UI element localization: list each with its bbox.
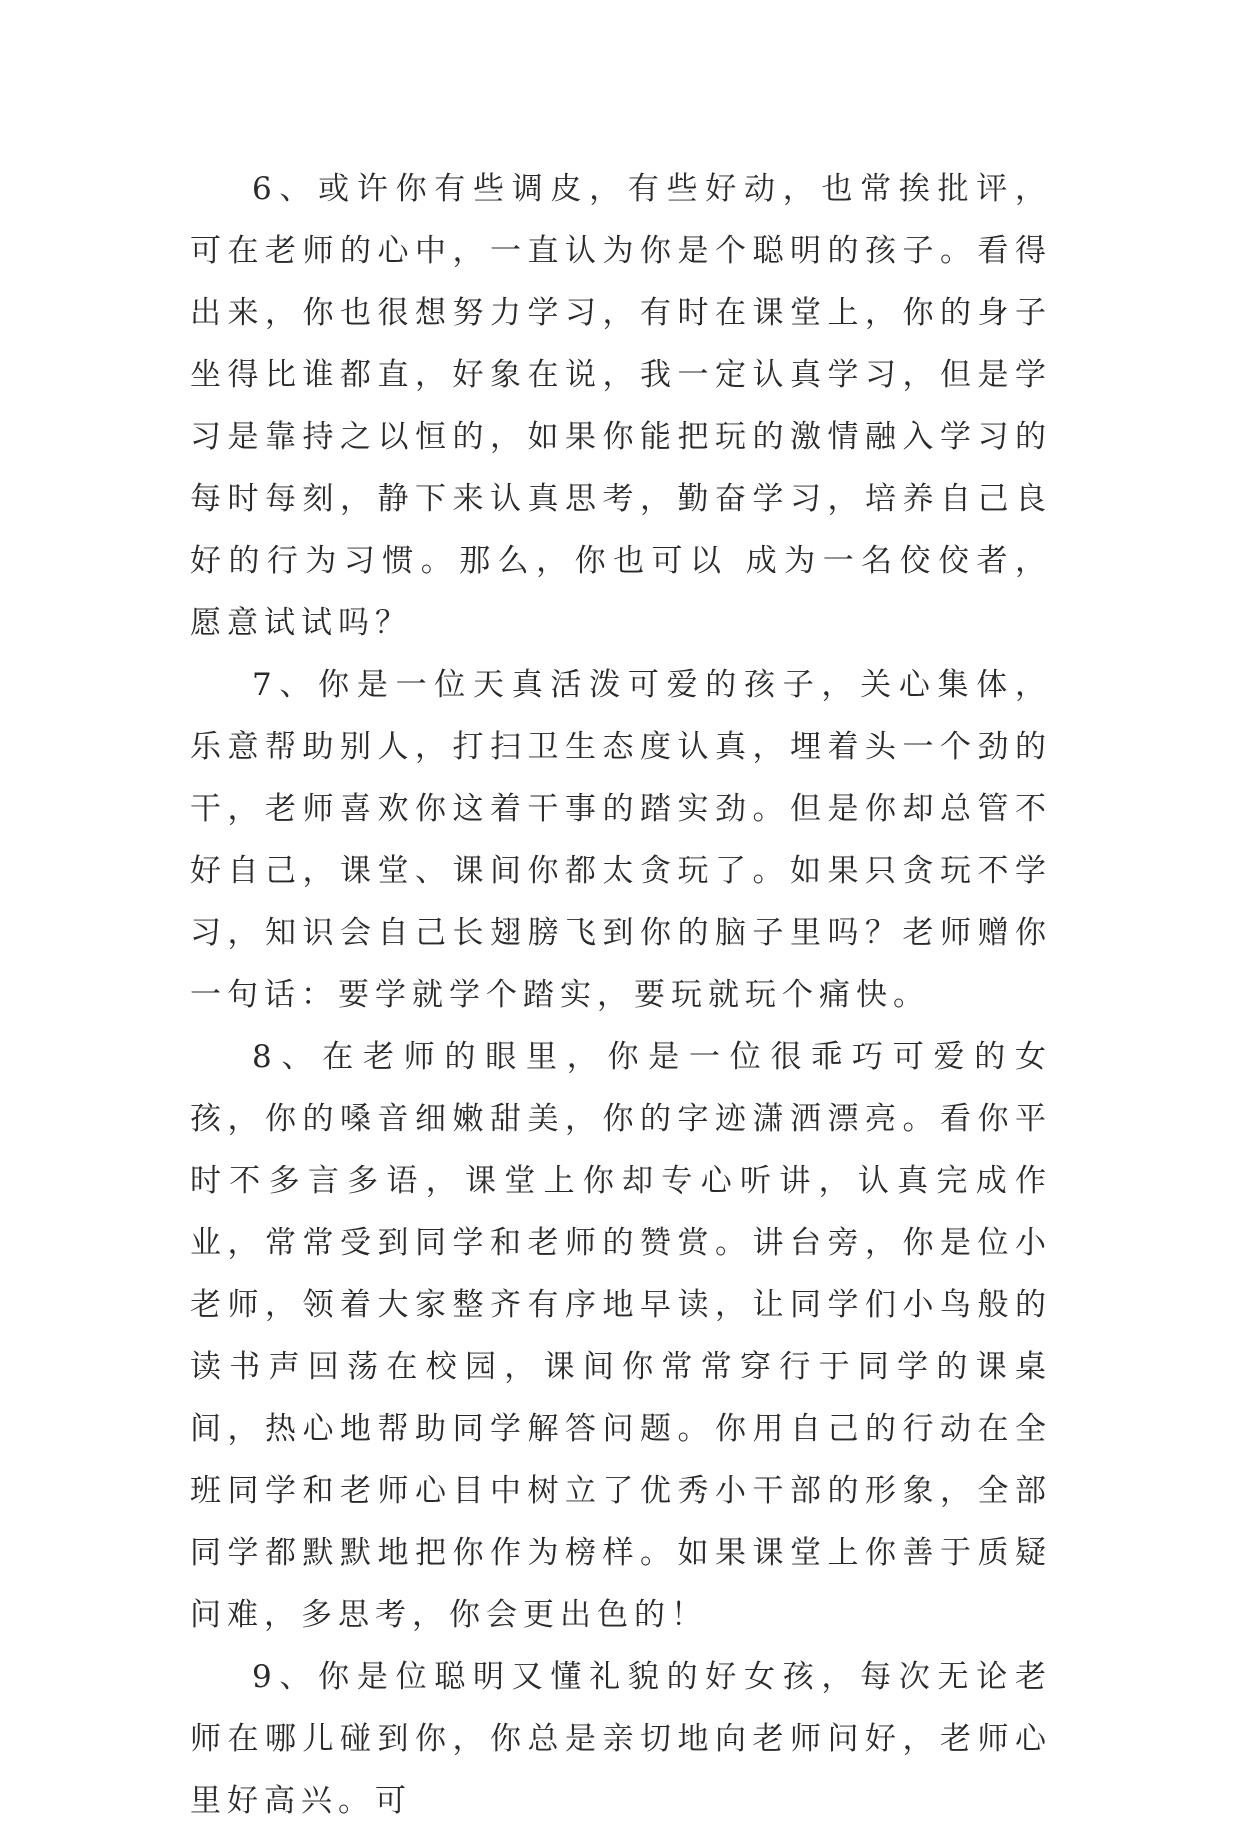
- paragraph-8: 8、在老师的眼里，你是一位很乖巧可爱的女孩，你的嗓音细嫩甜美，你的字迹潇洒漂亮。看你平时不多言多语，课堂上你却专心听讲，认真完成作业，常常受到同学和老师的赞赏。讲台旁，你是位小老师，领着大家整齐有序地早读，让同学们小鸟般的读书声回荡在校园，课间你常常穿行于同学的课桌间，热心地帮助同学解答问题。你用自己的行动在全班同学和老师心目中树立了优秀小干部的形象，全部同学都默默地把你作为榜样。如果课堂上你善于质疑问难，多思考，你会更出色的！: [190, 1039, 1052, 1633]
- paragraph-9: 9、你是位聪明又懂礼貌的好女孩，每次无论老师在哪儿碰到你，你总是亲切地向老师问好，老师心里好高兴。可: [190, 1659, 1052, 1819]
- paragraph-7: 7、你是一位天真活泼可爱的孩子，关心集体，乐意帮助别人，打扫卫生态度认真，埋着头一个劲的干，老师喜欢你这着干事的踏实劲。但是你却总管不好自己，课堂、课间你都太贪玩了。如果只贪玩不学习，知识会自己长翅膀飞到你的脑子里吗？老师赠你一句话：要学就学个踏实，要玩就玩个痛快。: [190, 667, 1052, 1013]
- paragraph-6: 6、或许你有些调皮，有些好动，也常挨批评，可在老师的心中，一直认为你是个聪明的孩子。看得出来，你也很想努力学习，有时在课堂上，你的身子坐得比谁都直，好象在说，我一定认真学习，但是学习是靠持之以恒的，如果你能把玩的激情融入学习的每时每刻，静下来认真思考，勤奋学习，培养自己良好的行为习惯。那么，你也可以 成为一名佼佼者，愿意试试吗？: [190, 171, 1052, 641]
- document-body: [190, 158, 1052, 1832]
